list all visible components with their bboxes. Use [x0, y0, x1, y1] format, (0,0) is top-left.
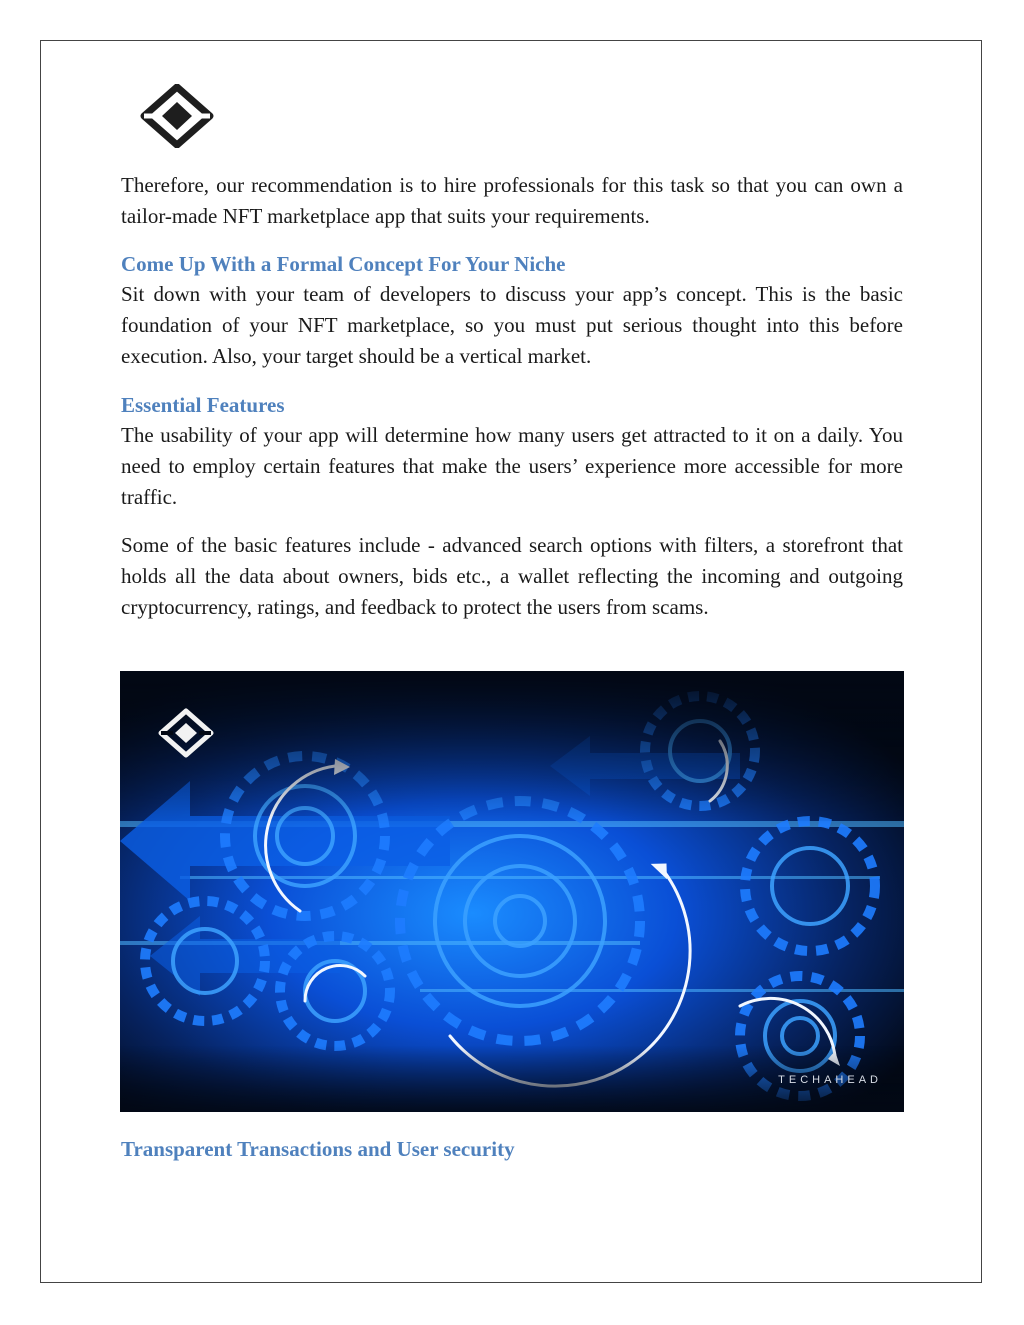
heading-essential-features: Essential Features: [121, 393, 285, 417]
techahead-logo-icon: [140, 84, 214, 148]
concept-paragraph: Sit down with your team of developers to discuss your app’s concept. This is the basic foundation of your NFT marketplace, so you must put serious thought into this before execution. Also, your target should be a vertical market.: [121, 282, 903, 368]
gears-banner-image: [120, 671, 904, 1112]
heading-transparent-transactions: Transparent Transactions and User security: [121, 1137, 515, 1161]
intro-paragraph: Therefore, our recommendation is to hire professionals for this task so that you can own a tailor-made NFT marketplace app that suits your requirements.: [121, 173, 903, 228]
gears-illustration-icon: [120, 671, 904, 1112]
heading-formal-concept: Come Up With a Formal Concept For Your Niche: [121, 252, 566, 276]
features-paragraph-2: Some of the basic features include - advanced search options with filters, a storefront that holds all the data about owners, bids etc., a wallet reflecting the incoming and outgoing cryptocurrency, ratings, and feedback to protect the users from scams.: [121, 533, 903, 619]
banner-watermark: TECHAHEAD: [778, 1074, 882, 1086]
features-paragraph-1: The usability of your app will determine how many users get attracted to it on a daily. You need to employ certain features that make the users’ experience more accessible for more traffic.: [121, 423, 903, 509]
